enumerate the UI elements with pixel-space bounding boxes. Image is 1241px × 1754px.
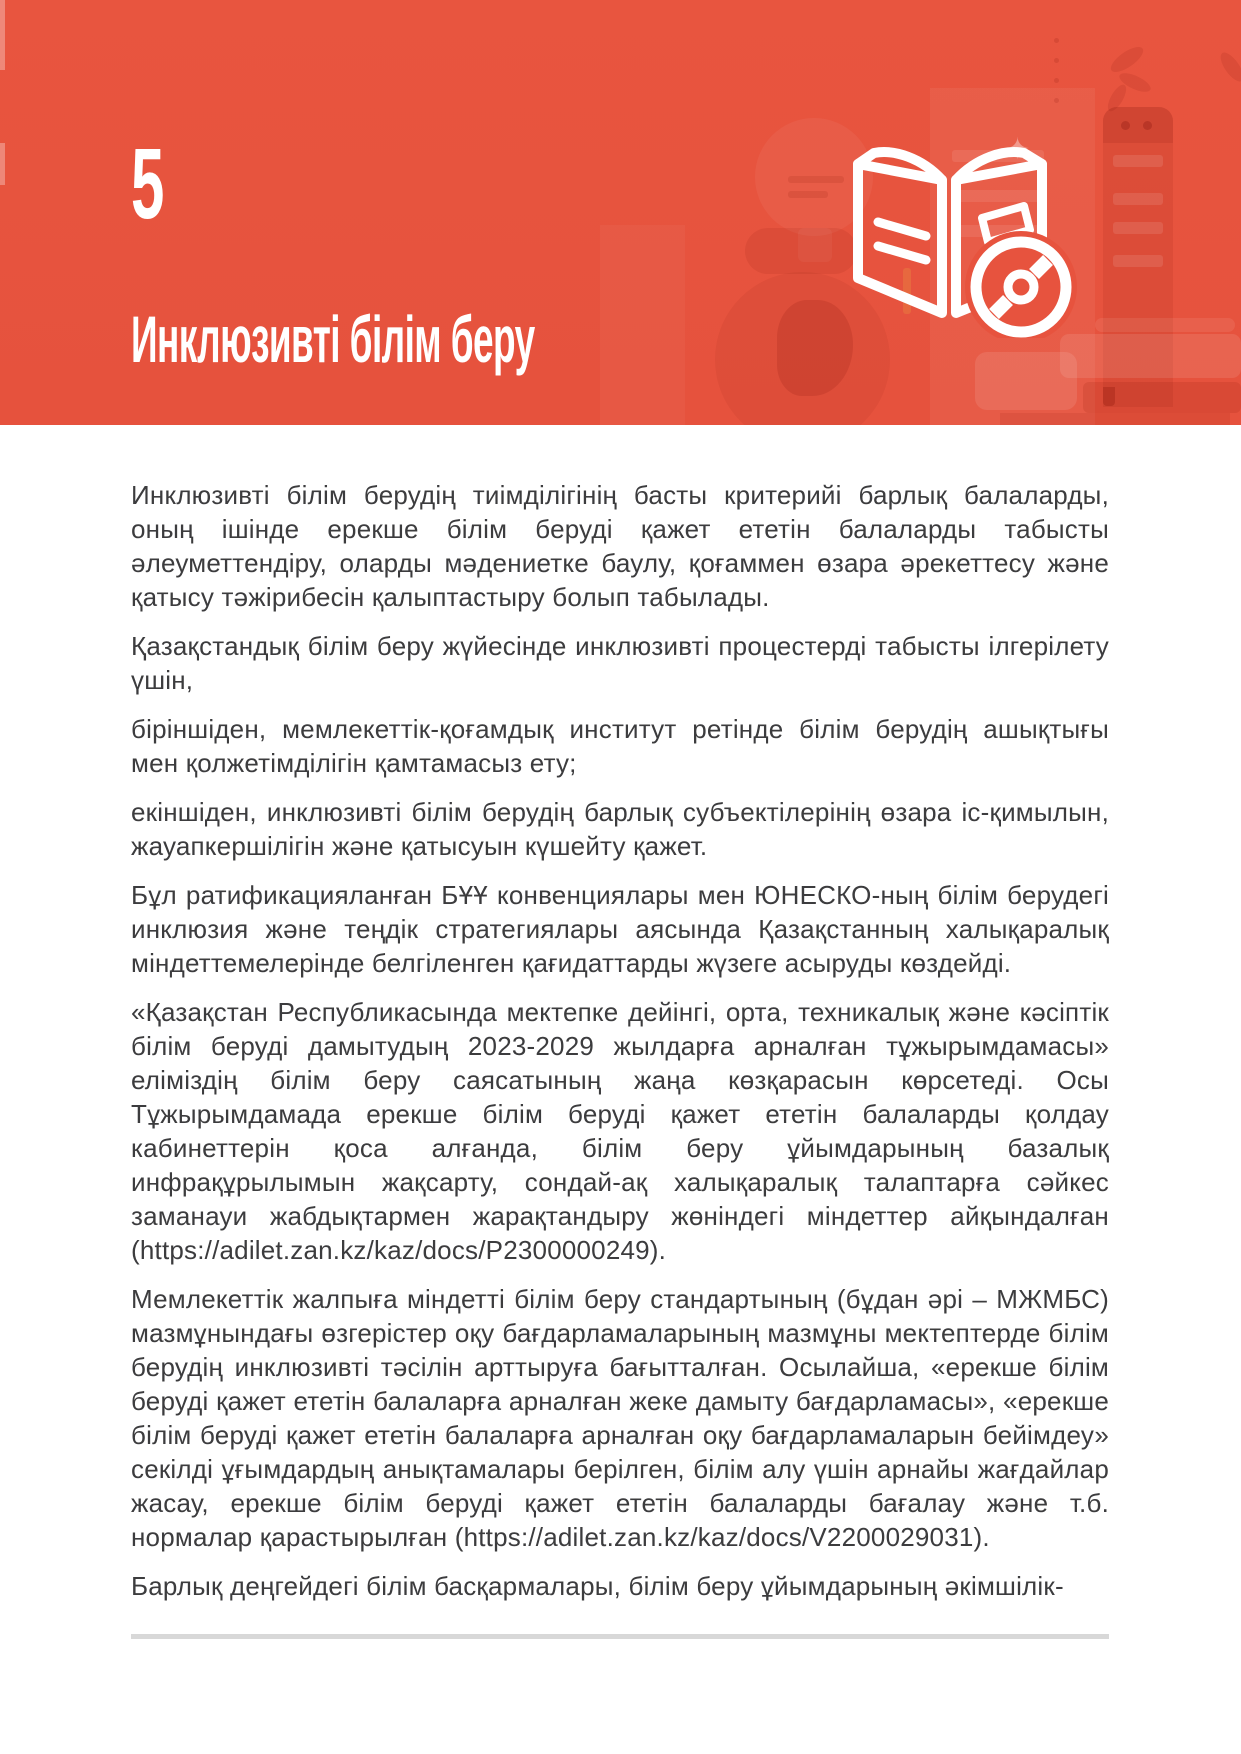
lightbulb-base-illustration <box>798 228 832 262</box>
hanging-dot <box>1054 38 1059 43</box>
book-stack-illustration <box>1095 318 1235 332</box>
paragraph: Барлық деңгейдегі білім басқармалары, білім беру ұйымдарының әкімшілік- <box>131 1571 1064 1601</box>
bookmark-illustration <box>1103 387 1115 406</box>
leaf-illustration <box>1217 49 1241 85</box>
paragraph: Қазақстандық білім беру жүйесінде инклюзивті процестерді табысты ілгерілету үшін, <box>131 631 1109 695</box>
leaf-illustration <box>1107 42 1147 76</box>
book-stack-illustration <box>1000 413 1230 425</box>
panel-line <box>1113 155 1163 167</box>
paragraph: Бұл ратификацияланған БҰҰ конвенциялары мен ЮНЕСКО-ның білім берудегі инклюзия және теңдік стратегиялары аясында Қазақстанның халықаралық міндеттемелерінде белгіленген қағидаттарды жүзеге асыруды көздейді. <box>131 880 1109 978</box>
hanging-dot <box>1054 78 1059 83</box>
chapter-title: Инклюзивті білім беру <box>131 302 535 377</box>
footer-divider <box>131 1634 1109 1639</box>
paragraph: екіншіден, инклюзивті білім берудің барлық субъектілерінің өзара іс-қимылын, жауапкершілігін және қатысуын күшейту қажет. <box>131 797 1109 861</box>
book-stack-illustration <box>975 352 1077 410</box>
header-edge-highlight <box>0 143 5 185</box>
paragraph: «Қазақстан Республикасында мектепке дейінгі, орта, техникалық және кәсіптік білім беруді дамытудың 2023-2029 жылдарға арналған тұжырымдамасы» еліміздің білім беру саясатының жаңа көзқарасын көрсетеді. Осы Тұжырымдамада ерекше білім беруді қажет ететін балаларды қолдау кабинеттерін қоса алғанда, білім беру ұйымдарының базалық инфрақұрылымын жақсарту, сондай-ақ халықаралық талаптарға сәйкес заманауи жабдықтармен жарақтандыру жөніндегі міндеттер айқындалған (https://adilet.zan.kz/kaz/docs/P2300000249). <box>131 997 1109 1265</box>
header-illustration-band <box>600 225 685 425</box>
paragraph: біріншіден, мемлекеттік-қоғамдық институт ретінде білім берудің ашықтығы мен қолжетімділігін қамтамасыз ету; <box>131 714 1109 778</box>
paragraph: Инклюзивті білім берудің тиімділігінің басты критерийі барлық балаларды, оның ішінде ерекше білім беруді қажет ететін балаларды табысты әлеуметтендіру, оларды мәдениетке баулу, қоғаммен өзара әрекеттесу және қатысу тәжірибесін қалыптастыру болып табылады. <box>131 480 1109 612</box>
panel-line <box>1113 193 1163 205</box>
panel-line <box>1113 222 1163 234</box>
sparkle-icon: ✦ <box>1005 133 1031 166</box>
panel-line <box>1113 255 1163 267</box>
header-edge-highlight <box>0 0 5 70</box>
panel-dot <box>1143 121 1152 130</box>
chapter-header <box>0 0 1241 425</box>
hanging-dot <box>1054 58 1059 63</box>
paragraph: Мемлекеттік жалпыға міндетті білім беру стандартының (бұдан әрі – МЖМБС) мазмұнындағы өзгерістер оқу бағдарламаларының мазмұны мектептерде білім берудің инклюзивті тәсілін арттыруға бағытталған. Осылайша, «ерекше білім беруді қажет ететін балаларға арналған жеке дамыту бағдарламасы», «ерекше білім беруді қажет ететін балаларға арналған оқу бағдарламаларын бейімдеу» секілді ұғымдардың анықтамалары берілген, білім алу үшін арнайы жағдайлар жасау, ерекше білім беруді қажет ететін балаларды бағалау және т.б. нормалар қарастырылған (https://adilet.zan.kz/kaz/docs/V2200029031). <box>131 1284 1109 1552</box>
book-stack-illustration <box>1060 334 1241 378</box>
open-book-with-cd-icon <box>830 118 1080 338</box>
window-panel-illustration <box>1103 107 1173 407</box>
chapter-number: 5 <box>131 128 165 240</box>
panel-titlebar <box>1103 107 1173 143</box>
text-line-illustration <box>788 191 828 198</box>
cd-disc-icon <box>965 231 1077 338</box>
leaf-illustration <box>1104 82 1129 114</box>
page-body <box>131 478 1109 1618</box>
panel-dot <box>1121 121 1130 130</box>
book-stack-illustration <box>1083 382 1241 413</box>
hanging-dot <box>1054 98 1059 103</box>
